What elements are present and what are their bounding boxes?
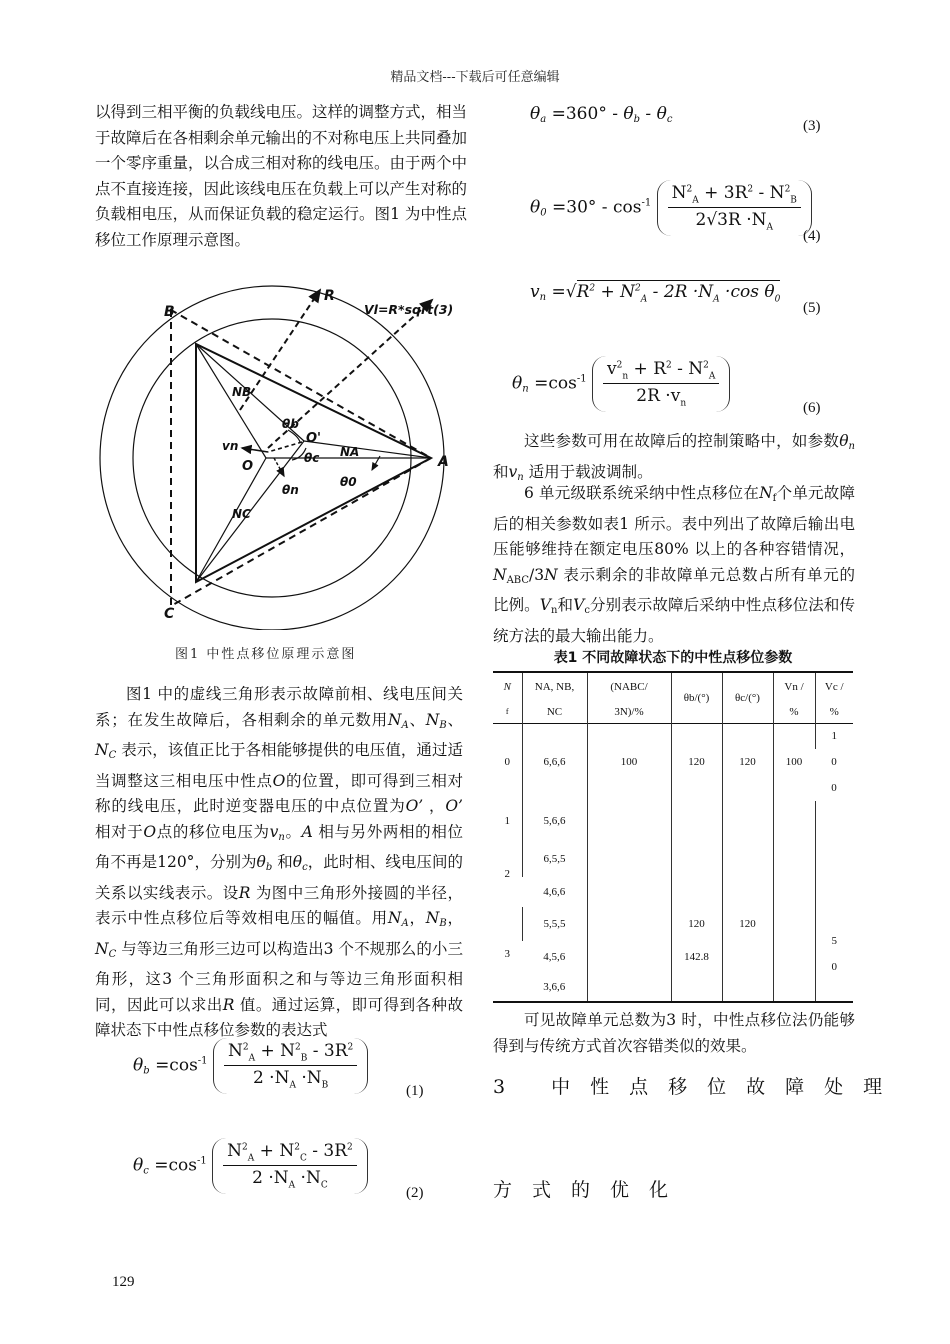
params-paragraph: 这些参数可用在故障后的控制策略中，如参数$\theta_n$ 和$v_n$ 适用于载波调制。 bbox=[493, 432, 855, 483]
header-vn: Vn / bbox=[773, 673, 815, 701]
cell-units-3a: 5,5,5 bbox=[522, 907, 587, 941]
cell-units-2a: 6,5,5 bbox=[522, 841, 587, 877]
label-R: R bbox=[324, 288, 335, 304]
cell-tb-0: 120 bbox=[671, 723, 722, 801]
equation-2: $\theta_c =\cos^{-1}$ $\frac{N^2_A + N^2_C - 3R^2}{2 \cdot N_A \cdot N_C}$ bbox=[133, 1138, 368, 1194]
equation-4-number: (4) bbox=[803, 228, 821, 244]
label-O: O bbox=[242, 459, 254, 474]
equation-6-number: (6) bbox=[803, 400, 821, 416]
header-theta-c: θc/(°) bbox=[722, 673, 773, 723]
header-vc: Vc / bbox=[815, 673, 853, 701]
figure-1-diagram bbox=[92, 280, 470, 630]
header-vn-sub: % bbox=[773, 701, 815, 723]
cell-units-1: 5,6,6 bbox=[522, 801, 587, 841]
cell-tb-3a: 120 bbox=[671, 907, 722, 941]
equation-1: $\theta_b =\cos^{-1}$ $\frac{N^2_A + N^2_B - 3R^2}{2 \cdot N_A \cdot N_B}$ bbox=[133, 1038, 368, 1094]
header-units-sub: NC bbox=[522, 701, 587, 723]
cell-vc-0b: 0 bbox=[831, 756, 837, 768]
label-A: A bbox=[438, 454, 449, 470]
cell-nf-3: 3 bbox=[504, 948, 510, 960]
label-NC: NC bbox=[232, 507, 251, 521]
section-heading-line1: 3 中性点移位故障处理 bbox=[493, 1076, 903, 1098]
header-theta-b: θb/(°) bbox=[671, 673, 722, 723]
after-table-paragraph: 可见故障单元总数为3 时，中性点移位法仍能够得到与传统方式首次容错类似的效果。 bbox=[493, 1011, 855, 1055]
six-unit-paragraph: 6 单元级联系统采纳中性点移位在$N_f$个单元故障后的相关参数如表1 所示。表中列出了故障后输出电压能够维持在额定电压80% 以上的各种容错情况，$N_{ABC}/3N$ 表示剩余的非故障单元总数占所有单元的比例。$V_n$和$V_c$分别表示故障后采纳中性点移位法和传统方法的最大输出能力。 bbox=[493, 484, 855, 645]
label-theta-c: θc bbox=[304, 451, 320, 465]
header-ratio: (NABC/ bbox=[587, 673, 671, 701]
label-theta-n: θn bbox=[282, 483, 299, 497]
cell-nf-1: 1 bbox=[504, 815, 510, 827]
section-heading-line2: 方式的优化 bbox=[493, 1179, 689, 1201]
equation-2-number: (2) bbox=[406, 1185, 424, 1201]
equation-5: $v_n =√R^2 + N^2_A - 2R \cdot N_A \cdot\cos$ $\theta_0$ bbox=[530, 282, 781, 305]
label-C: C bbox=[164, 606, 175, 622]
cell-units-3c: 3,6,6 bbox=[543, 981, 566, 993]
cell-ratio-0: 100 bbox=[587, 723, 671, 801]
page-number: 129 bbox=[112, 1274, 135, 1290]
equation-3: $\theta_a =360^\circ - \theta_b - \theta_c$ bbox=[530, 104, 673, 125]
label-O-prime: O' bbox=[306, 431, 322, 446]
equation-4: $\theta_0 =30^\circ - \cos^{-1}$ $\frac{N^2_A + 3R^2 - N^2_B}{2√3R \cdot N_A}$ bbox=[530, 180, 812, 236]
left-intro-paragraph: 以得到三相平衡的负载线电压。这样的调整方式，相当于故障后在各相剩余单元输出的不对称电压上共同叠加一个零序重量，以合成三相对称的线电压。由于两个中点不直接连接，因此该线电压在负载上可以产生对称的负载相电压，从而保证负载的稳定运行。图1 为中性点移位工作原理示意图。 bbox=[95, 103, 468, 249]
equation-5-number: (5) bbox=[803, 300, 821, 316]
cell-tb-3b: 142.8 bbox=[671, 941, 722, 973]
label-theta-0: θ0 bbox=[340, 475, 357, 489]
table-1 bbox=[493, 671, 853, 1003]
label-B: B bbox=[164, 304, 175, 320]
left-body-paragraph: 图1 中的虚线三角形表示故障前相、线电压间关系；在发生故障后，各相剩余的单元数用$N_A$、$N_B$、$N_C$ 表示，该值正比于各相能够提供的电压值，通过适当调整这三相电压中性点O的位置，即可得到三相对称的线电压，此时逆变器电压的中点位置为O’ ，O’ 相对于O点的移位电压为$v_n$。A 相与另外两相的相位角不再是120°，分别为$\theta_b$ 和$\theta_c$，此时相、线电压间的关系以实线表示。设R 为图中三角形外接圆的半径，表示中性点移位后等效相电压的幅值。用$N_A$，$N_B$，$N_C$ 与等边三角形三边可以构造出3 个不规那么的小三角形，这3 个三角形面积之和与等边三角形面积相同，因此可以求出R 值。通过运算，即可得到各种故障状态下中性点移位参数的表达式 bbox=[95, 685, 463, 1039]
label-Vl: Vl=R*sqrt(3) bbox=[364, 302, 454, 317]
header-units: NA, NB, bbox=[522, 673, 587, 701]
label-NB: NB bbox=[232, 385, 252, 399]
page-header: 精品文档---下载后可任意编辑 bbox=[390, 70, 560, 85]
cell-vn-0: 100 bbox=[773, 723, 815, 801]
cell-nf-0: 0 bbox=[504, 756, 510, 769]
header-nf-sub: f bbox=[505, 707, 509, 717]
cell-vc-3: 5 0 bbox=[815, 907, 853, 1001]
label-theta-b: θb bbox=[282, 417, 299, 431]
label-vn: vn bbox=[222, 439, 239, 453]
figure-1-caption: 图1 中性点移位原理示意图 bbox=[175, 647, 357, 662]
label-NA: NA bbox=[340, 445, 360, 459]
header-vc-sub: % bbox=[815, 701, 853, 723]
cell-vc-0c: 0 bbox=[831, 782, 837, 794]
cell-units-3b: 4,5,6 bbox=[543, 951, 566, 963]
equation-1-number: (1) bbox=[406, 1083, 424, 1099]
equation-3-number: (3) bbox=[803, 118, 821, 134]
cell-nf-2: 2 bbox=[504, 868, 510, 880]
cell-units-0: 6,6,6 bbox=[522, 723, 587, 801]
cell-units-2b: 4,6,6 bbox=[543, 886, 566, 898]
cell-tc-3: 120 bbox=[722, 907, 773, 941]
header-ratio-sub: 3N)/% bbox=[587, 701, 671, 723]
header-nf: N bbox=[503, 681, 511, 693]
cell-vc-0a: 1 bbox=[815, 723, 853, 749]
table-1-title: 表1 不同故障状态下的中性点移位参数 bbox=[553, 650, 793, 666]
cell-tc-0: 120 bbox=[722, 723, 773, 801]
equation-6: $\theta_n =\cos^{-1}$ $\frac{v^2_n + R^2 - N^2_A}{2R \cdot v_n}$ bbox=[512, 356, 730, 412]
